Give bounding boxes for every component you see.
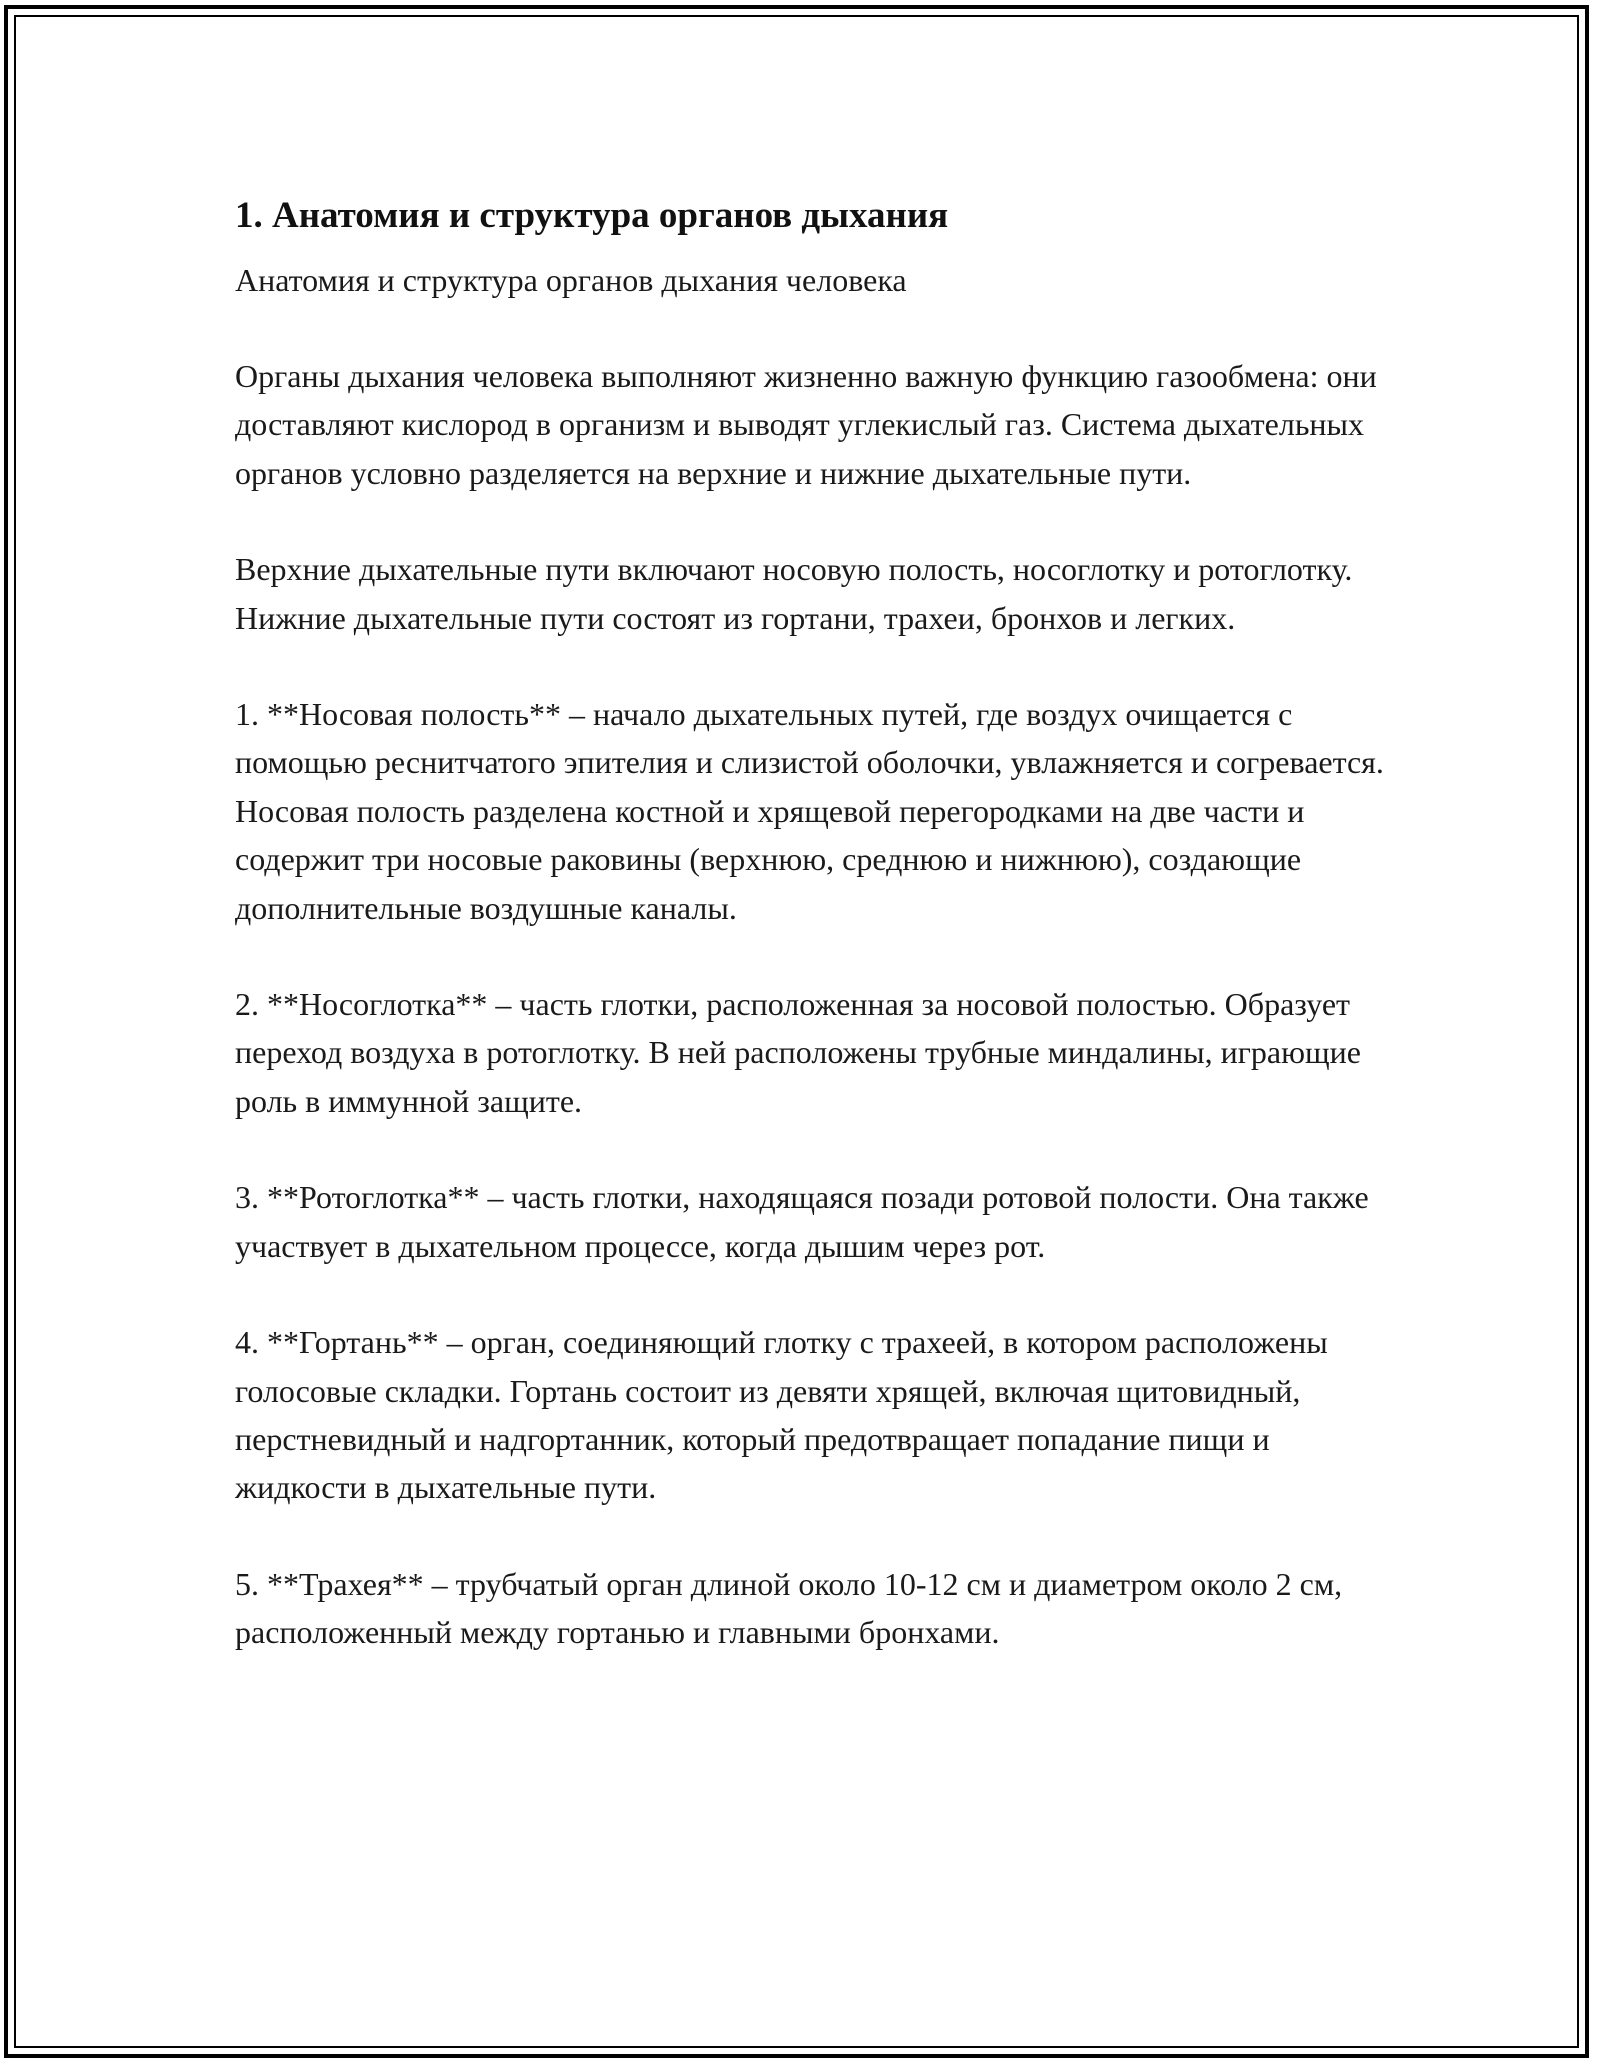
list-item-nasal-cavity: 1. **Носовая полость** – начало дыхательных путей, где воздух очищается с помощью реснитчатого эпителия и слизистой оболочки, увлажняется и согревается. Носовая полость разделена костной и хрящевой перегородками на две части и содержит три носовые раковины (верхнюю, среднюю и нижнюю), создающие дополнительные воздушные каналы. bbox=[235, 696, 1384, 926]
section-heading: 1. Анатомия и структура органов дыхания bbox=[235, 195, 949, 236]
paragraph-intro: Органы дыхания человека выполняют жизненно важную функцию газообмена: они доставляют кислород в организм и выводят углекислый газ. Система дыхательных органов условно разделяется на верхние и нижние дыхательные пути. bbox=[235, 358, 1377, 491]
paragraph-airways: Верхние дыхательные пути включают носовую полость, носоглотку и ротоглотку. Нижние дыхательные пути состоят из гортани, трахеи, бронхов и легких. bbox=[235, 551, 1353, 636]
section-subtitle: Анатомия и структура органов дыхания человека bbox=[235, 262, 907, 298]
list-item-trachea: 5. **Трахея** – трубчатый орган длиной около 10-12 см и диаметром около 2 см, расположенный между гортанью и главными бронхами. bbox=[235, 1565, 1343, 1651]
document-body bbox=[235, 188, 1395, 1657]
list-item-larynx: 4. **Гортань** – орган, соединяющий глотку с трахеей, в котором расположены голосовые складки. Гортань состоит из девяти хрящей, включая щитовидный, перстневидный и надгортанник, который предотвращает попадание пищи и жидкости в дыхательные пути. bbox=[235, 1324, 1328, 1506]
list-item-nasopharynx: 2. **Носоглотка** – часть глотки, расположенная за носовой полостью. Образует переход воздуха в ротоглотку. В ней расположены трубные миндалины, играющие роль в иммунной защите. bbox=[235, 986, 1361, 1119]
list-item-oropharynx: 3. **Ротоглотка** – часть глотки, находящаяся позади ротовой полости. Она также участвует в дыхательном процессе, когда дышим через рот. bbox=[235, 1179, 1369, 1264]
